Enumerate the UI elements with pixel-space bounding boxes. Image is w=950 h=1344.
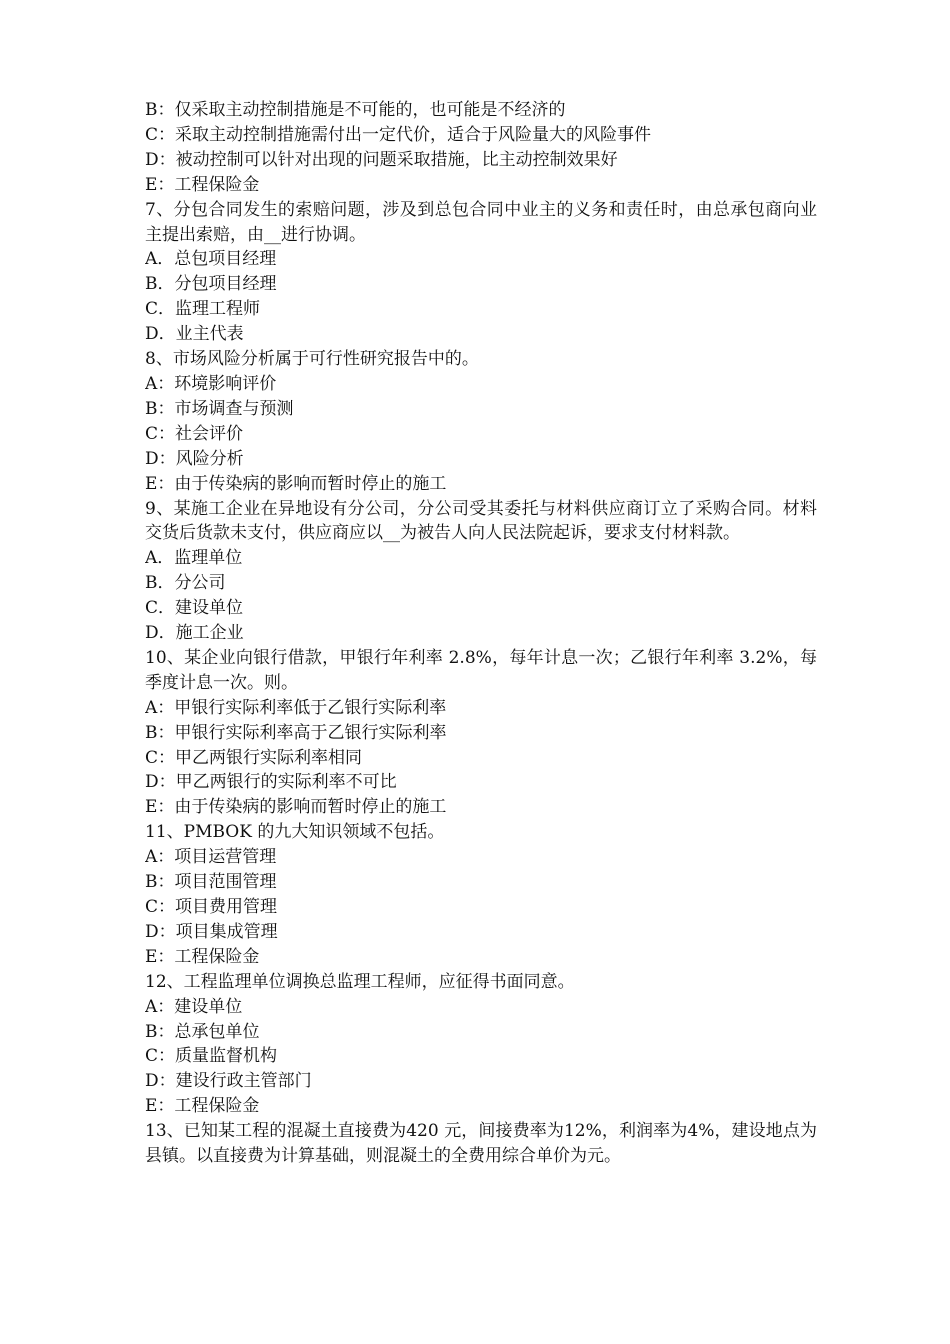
- question-11: 11、PMBOK 的九大知识领域不包括。: [145, 822, 445, 843]
- option-line: A：环境影响评价: [145, 373, 277, 394]
- option-line: C：采取主动控制措施需付出一定代价，适合于风险量大的风险事件: [145, 124, 652, 145]
- option-line: C：项目费用管理: [145, 897, 278, 917]
- option-line: B．分包项目经理: [145, 274, 277, 295]
- question-7: 7、分包合同发生的索赔问题，涉及到总包合同中业主的义务和责任时，由总承包商向业主提出索赔，由__进行协调。: [145, 199, 817, 245]
- question-8: 8、市场风险分析属于可行性研究报告中的。: [145, 349, 479, 370]
- option-line: C：社会评价: [145, 423, 244, 444]
- option-line: E：工程保险金: [145, 1096, 260, 1117]
- option-line: B：市场调查与预测: [145, 398, 294, 419]
- option-line: D．施工企业: [145, 623, 244, 644]
- option-line: E：工程保险金: [145, 174, 260, 195]
- question-12: 12、工程监理单位调换总监理工程师，应征得书面同意。: [145, 971, 575, 992]
- option-line: E：工程保险金: [145, 946, 260, 967]
- option-line: D：被动控制可以针对出现的问题采取措施，比主动控制效果好: [145, 149, 618, 170]
- option-line: A．总包项目经理: [145, 249, 277, 270]
- option-line: D．业主代表: [145, 324, 244, 345]
- question-9: 9、某施工企业在异地设有分公司，分公司受其委托与材料供应商订立了采购合同。材料交货后货款未支付，供应商应以__为被告人向人民法院起诉，要求支付材料款。: [145, 498, 817, 544]
- option-line: B：项目范围管理: [145, 872, 277, 893]
- option-line: D：建设行政主管部门: [145, 1071, 312, 1092]
- option-line: B：仅采取主动控制措施是不可能的，也可能是不经济的: [145, 100, 566, 120]
- option-line: A：项目运营管理: [145, 847, 277, 868]
- option-line: C．建设单位: [145, 598, 244, 619]
- document-page: [145, 98, 817, 1169]
- option-line: B．分公司: [145, 573, 226, 594]
- option-line: C．监理工程师: [145, 299, 261, 320]
- option-line: C：质量监督机构: [145, 1046, 278, 1067]
- question-13: 13、已知某工程的混凝土直接费为420 元，间接费率为12%，利润率为4%，建设地点为县镇。以直接费为计算基础，则混凝土的全费用综合单价为元。: [145, 1121, 817, 1167]
- option-line: D：风险分析: [145, 448, 244, 469]
- option-line: A：甲银行实际利率低于乙银行实际利率: [145, 697, 447, 718]
- option-line: E：由于传染病的影响而暂时停止的施工: [145, 797, 447, 818]
- option-line: C：甲乙两银行实际利率相同: [145, 747, 363, 768]
- option-line: B：总承包单位: [145, 1021, 260, 1042]
- option-line: A．监理单位: [145, 548, 243, 569]
- option-line: D：项目集成管理: [145, 921, 278, 942]
- option-line: B：甲银行实际利率高于乙银行实际利率: [145, 722, 447, 743]
- option-line: A：建设单位: [145, 996, 243, 1017]
- option-line: D：甲乙两银行的实际利率不可比: [145, 772, 397, 793]
- option-line: E：由于传染病的影响而暂时停止的施工: [145, 473, 447, 494]
- question-10: 10、某企业向银行借款，甲银行年利率 2.8%，每年计息一次；乙银行年利率 3.2%，每季度计息一次。则。: [145, 647, 817, 693]
